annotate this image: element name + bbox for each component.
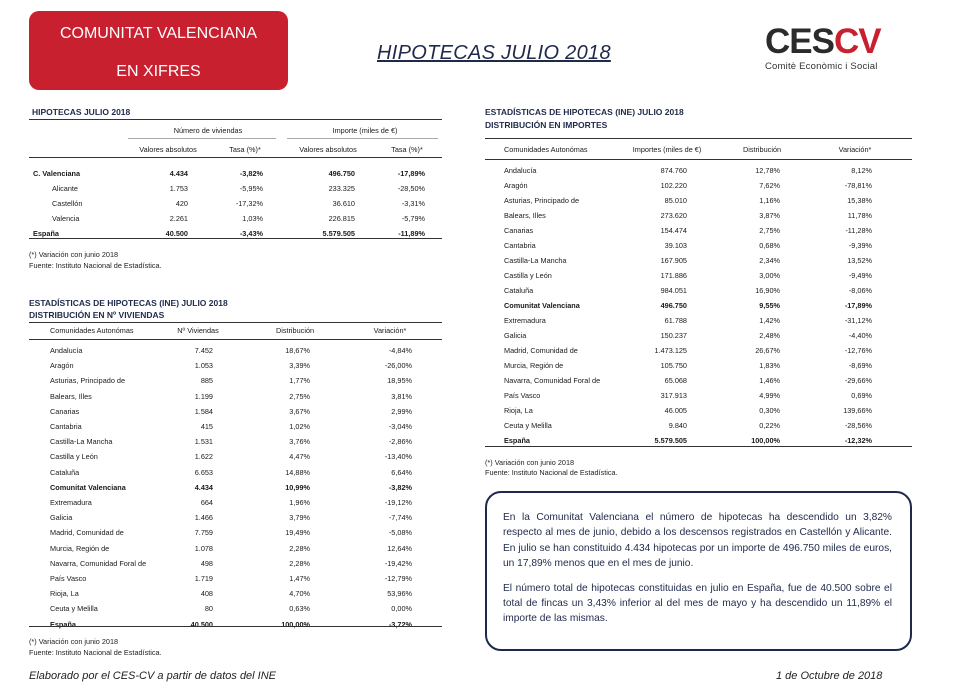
table-cell: 65.068 (664, 376, 687, 385)
table-row-name: Andalucía (50, 346, 83, 355)
table-cell: 6,64% (391, 467, 412, 477)
table-cell: 1,83% (759, 361, 780, 370)
table-cell: 7,62% (759, 181, 780, 190)
table-cell: -12,32% (844, 436, 872, 445)
table-cell: 1,77% (289, 376, 310, 386)
table-cell: 2,48% (759, 331, 780, 340)
table-cell: -17,89% (397, 169, 425, 178)
table-cell: 12,78% (755, 166, 780, 175)
region-badge (29, 11, 288, 90)
table-cell: -19,42% (384, 558, 412, 568)
summary-subheader-4: Tasa (%)* (391, 145, 423, 154)
table-row-name: Cataluña (504, 286, 534, 295)
importes-header-name: Comunidades Autonómas (504, 145, 588, 154)
table-cell: 19,49% (285, 528, 310, 538)
table-row-name: Andalucía (504, 166, 537, 175)
table-cell: 2.261 (169, 214, 188, 223)
table-cell: 4,70% (289, 589, 310, 599)
table-cell: 2,99% (391, 406, 412, 416)
table-cell: 100,00% (751, 436, 780, 445)
table-cell: -5,95% (239, 184, 263, 193)
table-cell: 0,68% (759, 241, 780, 250)
table-cell: 3,81% (391, 391, 412, 401)
table-cell: 167.905 (660, 256, 687, 265)
table-cell: 1,02% (289, 422, 310, 431)
viviendas-header-count: Nº Viviendas (177, 326, 219, 335)
table-row-name: España (504, 436, 530, 445)
logo-subtitle: Comitè Econòmic i Social (765, 61, 878, 72)
table-row-name: Castellón (52, 199, 83, 208)
table-row-name: Valencia (52, 214, 80, 223)
summary-source: Fuente: Instituto Nacional de Estadística. (29, 261, 162, 270)
table-row-name: C. Valenciana (33, 169, 81, 178)
summary-subheader-3: Valores absolutos (299, 145, 357, 154)
importes-source: Fuente: Instituto Nacional de Estadística. (485, 468, 618, 477)
table-cell: 1.753 (169, 184, 188, 193)
table-row-name: Madrid, Comunidad de (50, 528, 124, 538)
table-cell: 40.500 (165, 229, 188, 238)
importes-title-2: DISTRIBUCIÓN EN IMPORTES (485, 120, 608, 130)
table-cell: 4.434 (194, 482, 213, 492)
table-cell: 0,30% (759, 406, 780, 415)
table-cell: 0,00% (391, 604, 412, 614)
viviendas-note: (*) Variación con junio 2018 (29, 637, 119, 646)
table-cell: 40.500 (190, 619, 213, 629)
viviendas-source: Fuente: Instituto Nacional de Estadística. (29, 648, 162, 657)
table-row-name: Ceuta y Melilla (504, 421, 552, 430)
table-row-name: Murcia, Región de (504, 361, 564, 370)
table-row-name: Extremadura (504, 316, 546, 325)
table-row-name: Cataluña (50, 467, 80, 477)
table-cell: -7,74% (388, 513, 412, 523)
table-row-name: Aragón (504, 181, 528, 190)
commentary-paragraph-2: El número total de hipotecas constituidas en julio en España, fue de 40.500 sobre el total de fincas un 3,43% inferior al del mes de mayo y ha descendido un 11,89% el importe de las mismas. (503, 582, 892, 625)
table-row-name: Comunitat Valenciana (50, 482, 126, 492)
table-row-name: Alicante (52, 184, 78, 193)
table-cell: 36.610 (332, 199, 355, 208)
table-cell: 53,96% (387, 589, 412, 599)
table-cell: 4,99% (759, 391, 780, 400)
table-cell: 61.788 (664, 316, 687, 325)
summary-title: HIPOTECAS JULIO 2018 (32, 107, 131, 117)
table-row-name: Ceuta y Melilla (50, 604, 98, 614)
table-row-name: Castilla y León (504, 271, 552, 280)
table-cell: 85.010 (664, 196, 687, 205)
table-cell: 1.622 (194, 452, 213, 462)
table-cell: -3,43% (239, 229, 263, 238)
table-cell: 496.750 (660, 301, 687, 310)
table-cell: 5.579.505 (654, 436, 687, 445)
table-cell: 0,69% (851, 391, 872, 400)
table-cell: -3,82% (388, 482, 412, 492)
summary-subheader-2: Tasa (%)* (229, 145, 261, 154)
table-cell: 1.719 (194, 574, 213, 583)
table-cell: -11,28% (845, 226, 872, 235)
table-cell: 1.473.125 (654, 346, 687, 355)
table-cell: 12,64% (387, 543, 412, 553)
importes-header-amount: Importes (miles de €) (632, 145, 702, 154)
table-cell: -28,50% (397, 184, 425, 193)
table-cell: 3,79% (289, 513, 310, 523)
viviendas-rule-top (29, 322, 442, 323)
table-cell: 16,90% (755, 286, 780, 295)
table-cell: 13,52% (847, 256, 872, 265)
table-row-name: Galicia (504, 331, 527, 340)
table-row-name: Balears, Illes (504, 211, 546, 220)
table-cell: -17,32% (235, 199, 263, 208)
table-row-name: Navarra, Comunidad Foral de (504, 376, 601, 385)
table-cell: 100,00% (281, 619, 310, 629)
table-cell: -31,12% (844, 316, 872, 325)
table-cell: 226.815 (328, 214, 355, 223)
commentary-paragraph-1: En la Comunitat Valenciana el número de hipotecas ha descendido un 3,82% respecto al mes de junio, debido a los descensos registrados en Castellón y Alicante. En julio se han constituido 4.434 hipotecas por un importe de 496.750 miles de euros, un 17,89% menos que en el mes de junio. (503, 512, 892, 570)
table-cell: 415 (200, 422, 213, 431)
table-cell: 498 (200, 558, 213, 568)
badge-line-1: COMUNITAT VALENCIANA (59, 25, 258, 42)
table-row-name: Galicia (50, 513, 73, 523)
table-row-name: Canarias (504, 226, 534, 235)
table-cell: 3,39% (289, 361, 310, 371)
viviendas-header-var: Variación* (373, 326, 407, 335)
table-cell: 420 (175, 199, 188, 208)
table-row-name: Castilla-La Mancha (504, 256, 567, 265)
table-cell: -13,40% (384, 452, 412, 462)
importes-rule-top (485, 138, 912, 139)
table-cell: 2,75% (759, 226, 780, 235)
table-cell: -9,49% (848, 271, 872, 280)
table-cell: 233.325 (328, 184, 355, 193)
table-cell: 7.759 (194, 528, 213, 538)
table-row-name: Extremadura (50, 498, 92, 507)
table-cell: 80 (204, 604, 213, 614)
table-cell: -3,72% (388, 619, 412, 629)
table-cell: 1,16% (759, 196, 780, 205)
table-row-name: Cantabria (50, 422, 82, 431)
table-cell: 8,12% (851, 166, 872, 175)
table-cell: 4.434 (169, 169, 188, 178)
table-cell: 0,22% (759, 421, 780, 430)
table-cell: -3,04% (388, 422, 412, 431)
table-row-name: Balears, Illes (50, 391, 92, 401)
importes-note: (*) Variación con junio 2018 (485, 458, 575, 467)
table-cell: -2,86% (388, 437, 412, 447)
table-cell: -5,79% (401, 214, 425, 223)
table-cell: 3,67% (289, 406, 310, 416)
table-cell: -78,81% (844, 181, 872, 190)
table-cell: -3,31% (401, 199, 425, 208)
table-cell: -28,56% (844, 421, 872, 430)
table-cell: 3,00% (759, 271, 780, 280)
table-cell: 10,99% (285, 482, 310, 492)
table-cell: 46.005 (664, 406, 687, 415)
summary-group-rule-2 (287, 138, 438, 139)
table-cell: -8,69% (848, 361, 872, 370)
table-cell: 317.913 (660, 391, 687, 400)
table-cell: -12,79% (384, 574, 412, 583)
table-cell: 408 (200, 589, 213, 599)
page-title: HIPOTECAS JULIO 2018 (377, 42, 611, 64)
viviendas-header-name: Comunidades Autonómas (50, 326, 134, 335)
table-cell: 664 (200, 498, 213, 507)
viviendas-title-2: DISTRIBUCIÓN EN Nº VIVIENDAS (29, 310, 165, 320)
importes-header-dist: Distribución (742, 145, 782, 154)
table-row-name: Rioja, La (50, 589, 79, 599)
table-cell: 1,96% (289, 498, 310, 507)
table-cell: -12,76% (844, 346, 872, 355)
table-cell: 7.452 (194, 346, 213, 355)
table-cell: 154.474 (660, 226, 687, 235)
table-cell: -29,66% (844, 376, 872, 385)
table-row-name: Cantabria (504, 241, 536, 250)
table-cell: 1,46% (759, 376, 780, 385)
table-row-name: Navarra, Comunidad Foral de (50, 558, 147, 568)
logo-ces: CES (765, 22, 834, 61)
table-cell: 1.199 (194, 391, 213, 401)
table-row-name: País Vasco (504, 391, 541, 400)
table-cell: 9.840 (668, 421, 687, 430)
table-row-name: Asturias, Principado de (50, 376, 126, 386)
table-cell: 1,47% (289, 574, 310, 583)
summary-group-importe: Importe (miles de €) (332, 126, 398, 135)
viviendas-rule-bottom (29, 626, 442, 627)
table-cell: 1,03% (242, 214, 263, 223)
viviendas-title-1: ESTADÍSTICAS DE HIPOTECAS (INE) JULIO 2018 (29, 298, 228, 308)
table-cell: 273.620 (660, 211, 687, 220)
table-cell: 1.466 (194, 513, 213, 523)
table-cell: 15,38% (847, 196, 872, 205)
table-cell: 39.103 (664, 241, 687, 250)
importes-rule-bottom (485, 446, 912, 447)
table-cell: 102.220 (660, 181, 687, 190)
table-cell: 1.053 (194, 361, 213, 371)
table-cell: -4,84% (388, 346, 412, 355)
table-cell: 5.579.505 (322, 229, 355, 238)
table-cell: 105.750 (660, 361, 687, 370)
table-row-name: España (33, 229, 59, 238)
table-row-name: Madrid, Comunidad de (504, 346, 578, 355)
summary-rule-header (29, 157, 442, 158)
table-cell: 2,28% (289, 558, 310, 568)
summary-rule-top (29, 119, 442, 120)
table-cell: 2,34% (759, 256, 780, 265)
table-row-name: País Vasco (50, 574, 87, 583)
summary-subheader-1: Valores absolutos (139, 145, 197, 154)
summary-group-viviendas: Número de viviendas (173, 126, 243, 135)
footer-credit: Elaborado por el CES-CV a partir de datos del INE (29, 670, 277, 682)
viviendas-header-dist: Distribución (275, 326, 315, 335)
table-cell: 18,67% (285, 346, 310, 355)
table-cell: 9,55% (759, 301, 780, 310)
table-cell: 3,76% (289, 437, 310, 447)
table-cell: 1.078 (194, 543, 213, 553)
viviendas-rule-header (29, 339, 442, 340)
table-cell: -9,39% (848, 241, 872, 250)
table-row-name: Comunitat Valenciana (504, 301, 580, 310)
table-cell: -3,82% (239, 169, 263, 178)
table-row-name: Asturias, Principado de (504, 196, 580, 205)
table-cell: 171.886 (660, 271, 687, 280)
table-cell: 6.653 (194, 467, 213, 477)
table-cell: -11,89% (398, 229, 425, 238)
table-cell: 11,78% (847, 211, 872, 220)
table-cell: 984.051 (660, 286, 687, 295)
footer-date: 1 de Octubre de 2018 (776, 670, 883, 682)
table-cell: 139,66% (843, 406, 872, 415)
table-cell: 874.760 (660, 166, 687, 175)
importes-title-1: ESTADÍSTICAS DE HIPOTECAS (INE) JULIO 2018 (485, 107, 684, 117)
table-cell: 2,75% (289, 391, 310, 401)
table-cell: 14,88% (285, 467, 310, 477)
table-row-name: España (50, 619, 76, 629)
table-row-name: Castilla y León (50, 452, 98, 462)
badge-line-2: EN XIFRES (116, 63, 201, 80)
table-cell: -5,08% (388, 528, 412, 538)
table-row-name: Rioja, La (504, 406, 533, 415)
table-row-name: Aragón (50, 361, 74, 371)
table-cell: 885 (200, 376, 213, 386)
importes-rule-header (485, 159, 912, 160)
table-cell: -17,89% (844, 301, 872, 310)
summary-rule-bottom (29, 238, 442, 239)
ces-cv-logo (765, 24, 905, 79)
table-cell: 1,42% (759, 316, 780, 325)
table-cell: -19,12% (384, 498, 412, 507)
logo-cv: CV (833, 22, 881, 61)
summary-note: (*) Variación con junio 2018 (29, 250, 119, 259)
table-cell: -8,06% (848, 286, 872, 295)
commentary-box (485, 491, 912, 651)
table-cell: -26,00% (384, 361, 412, 371)
table-cell: 3,87% (759, 211, 780, 220)
table-cell: 150.237 (660, 331, 687, 340)
table-cell: 26,67% (755, 346, 780, 355)
table-row-name: Murcia, Región de (50, 543, 110, 553)
table-cell: 0,63% (289, 604, 310, 614)
summary-group-rule-1 (128, 138, 276, 139)
importes-header-var: Variación* (838, 145, 872, 154)
table-cell: -4,40% (848, 331, 872, 340)
table-cell: 1.531 (194, 437, 213, 447)
table-cell: 2,28% (289, 543, 310, 553)
table-cell: 1.584 (194, 406, 213, 416)
table-cell: 496.750 (328, 169, 355, 178)
table-row-name: Canarias (50, 406, 80, 416)
table-cell: 18,95% (387, 376, 412, 386)
table-row-name: Castilla-La Mancha (50, 437, 113, 447)
table-cell: 4,47% (289, 452, 310, 462)
